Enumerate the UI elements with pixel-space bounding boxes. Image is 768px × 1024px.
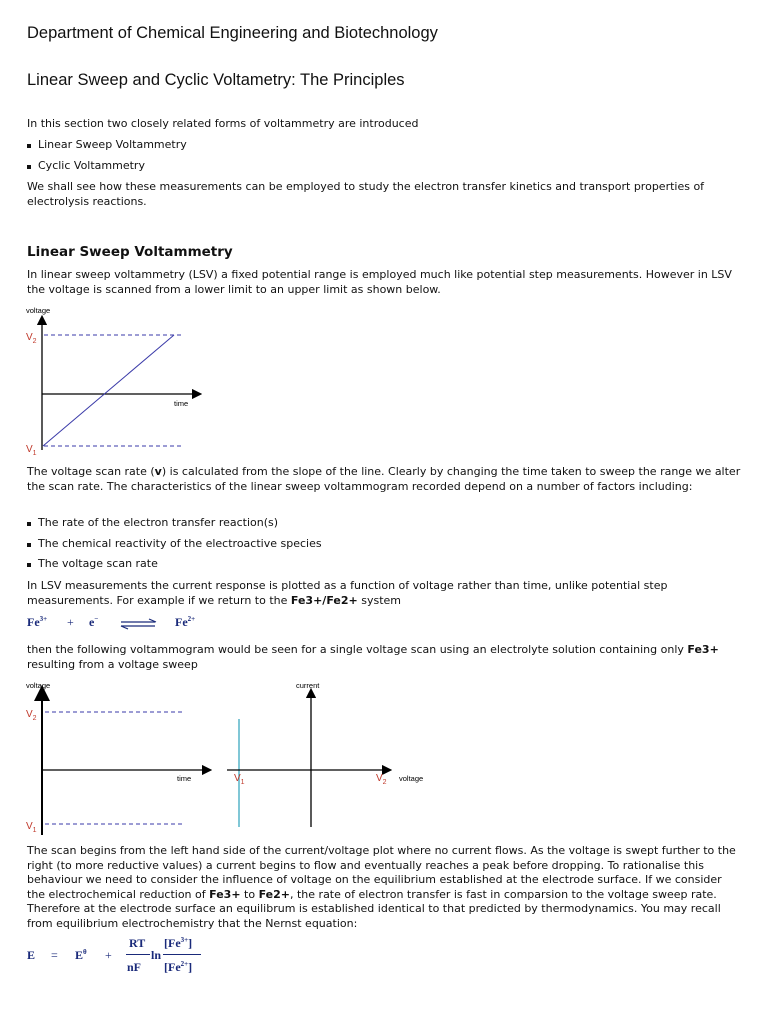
v2-label: $V_2$ [376, 773, 387, 786]
intro-bullet-cv: Cyclic Voltammetry [27, 159, 145, 173]
reaction-equation: $Fe^{3+}$ + e− $Fe^{2+}$ [27, 615, 196, 629]
lsv-para1: In linear sweep voltammetry (LSV) a fixed potential range is employed much like potential step measurements. However in LSV the voltage is scanned from a lower limit to an upper limit as shown below. [27, 268, 732, 296]
sweep-line [43, 335, 174, 446]
nernst-equation: E = $E^\theta$ + RT nF ln $[Fe^{3+}]$ $[Fe^{2+}]$ [27, 934, 287, 986]
intro-bullet-lsv: Linear Sweep Voltammetry [27, 138, 187, 152]
lsv-para4: then the following voltammogram would be seen for a single voltage scan using an electrolyte solution containing only Fe3+ resulting from a voltage sweep [27, 643, 719, 671]
v2-label: $V_2$ [26, 332, 37, 345]
v1-label: $V_1$ [234, 773, 245, 786]
current-voltage-graph [227, 677, 447, 837]
lsv-para2: The voltage scan rate (v) is calculated from the slope of the line. Clearly by changing the time taken to sweep the range we alter the scan rate. The characteristics of the linear sweep voltammogram recorded depend on a number of factors including: [27, 465, 741, 493]
v1-label: $V_1$ [26, 821, 37, 834]
department-heading: Department of Chemical Engineering and Biotechnology [27, 24, 438, 42]
x-axis-label: time [174, 399, 189, 408]
x-axis-label: time [177, 774, 192, 783]
v2-label: $V_2$ [26, 709, 37, 722]
y-axis-label: voltage [26, 306, 51, 315]
lsv-para5: The scan begins from the left hand side of the current/voltage plot where no current flows. As the voltage is swept further to the right (to more reductive values) a current begins to flow and eventually reaches a peak before dropping. To rationalise this behaviour we need to consider the influence of voltage on the equilibrium established at the electrode surface. If we consider the electrochemical reduction of Fe3+ to Fe2+, the rate of electron transfer is fast in comparsion to the voltage sweep rate. Therefore at the electrode surface an equilibrum is established identical to that predicted by thermodynamics. You may recall from equilibrium electrochemistry that the Nernst equation: [27, 844, 736, 930]
voltage-time-graph-2 [22, 677, 222, 837]
intro-follow: We shall see how these measurements can be employed to study the electron transfer kinetics and transport properties of electrolysis reactions. [27, 180, 705, 208]
lsv-para3: In LSV measurements the current response is plotted as a function of voltage rather than time, unlike potential step measurements. For example if we return to the Fe3+/Fe2+ system [27, 579, 668, 607]
factor-item: The rate of the electron transfer reaction(s) [27, 516, 278, 530]
factor-item: The chemical reactivity of the electroactive species [27, 537, 322, 551]
equilibrium-arrows [119, 619, 159, 629]
fraction-bar [126, 954, 150, 955]
y-axis-label: voltage [26, 681, 51, 690]
fraction-bar [163, 954, 201, 955]
x-axis-label: voltage [399, 774, 424, 783]
factor-item: The voltage scan rate [27, 557, 158, 571]
voltage-time-graph [22, 302, 212, 457]
section-heading-lsv: Linear Sweep Voltammetry [27, 244, 233, 260]
intro-text: In this section two closely related forms of voltammetry are introduced [27, 117, 419, 130]
y-axis-label: current [296, 681, 320, 690]
v1-label: $V_1$ [26, 444, 37, 457]
page-title: Linear Sweep and Cyclic Voltametry: The Principles [27, 71, 405, 89]
